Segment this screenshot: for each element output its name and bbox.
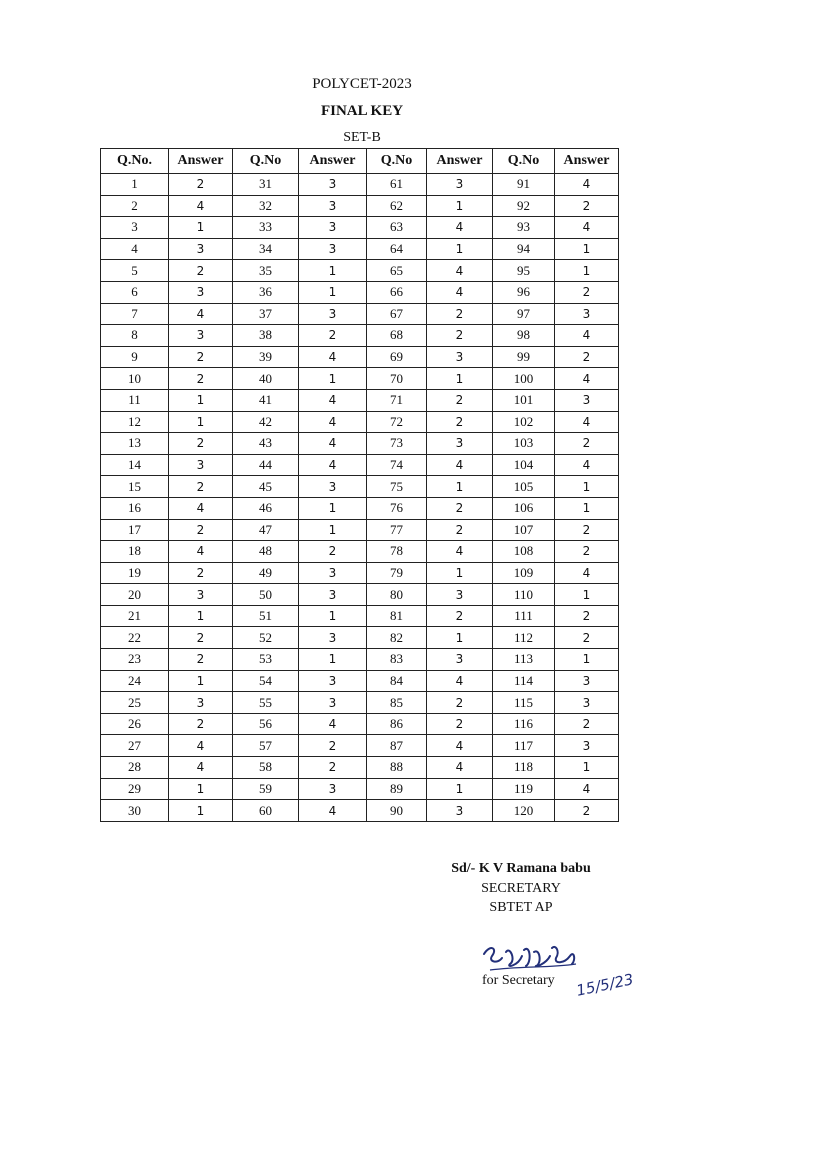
answer-cell: 1 xyxy=(555,584,619,606)
exam-title: POLYCET-2023 xyxy=(312,76,412,92)
question-number-cell: 82 xyxy=(367,627,427,649)
answer-cell: 1 xyxy=(427,562,493,584)
question-number-cell: 92 xyxy=(493,195,555,217)
signatory-designation: SECRETARY xyxy=(481,881,561,896)
question-number-cell: 90 xyxy=(367,800,427,822)
answer-cell: 1 xyxy=(299,605,367,627)
question-number-cell: 10 xyxy=(101,368,169,390)
answer-cell: 4 xyxy=(427,670,493,692)
answer-key-table xyxy=(100,148,619,822)
question-number-cell: 106 xyxy=(493,497,555,519)
question-number-cell: 97 xyxy=(493,303,555,325)
question-number-cell: 112 xyxy=(493,627,555,649)
table-row xyxy=(101,389,619,411)
table-row xyxy=(101,303,619,325)
question-number-cell: 114 xyxy=(493,670,555,692)
answer-cell: 3 xyxy=(299,238,367,260)
signatory-office: SBTET AP xyxy=(489,900,553,915)
answer-cell: 1 xyxy=(169,217,233,239)
table-row xyxy=(101,562,619,584)
table-row xyxy=(101,368,619,390)
question-number-cell: 87 xyxy=(367,735,427,757)
answer-cell: 1 xyxy=(169,778,233,800)
question-number-cell: 31 xyxy=(233,174,299,196)
question-number-cell: 57 xyxy=(233,735,299,757)
answer-cell: 3 xyxy=(169,325,233,347)
question-number-cell: 8 xyxy=(101,325,169,347)
answer-cell: 2 xyxy=(555,519,619,541)
answer-cell: 3 xyxy=(427,433,493,455)
table-row xyxy=(101,325,619,347)
table-row xyxy=(101,217,619,239)
answer-cell: 1 xyxy=(427,778,493,800)
answer-cell: 2 xyxy=(555,800,619,822)
table-row xyxy=(101,519,619,541)
question-number-cell: 63 xyxy=(367,217,427,239)
answer-cell: 4 xyxy=(299,411,367,433)
table-row xyxy=(101,260,619,282)
answer-cell: 2 xyxy=(169,476,233,498)
answer-cell: 4 xyxy=(555,411,619,433)
question-number-cell: 62 xyxy=(367,195,427,217)
answer-cell: 3 xyxy=(555,670,619,692)
answer-cell: 2 xyxy=(427,389,493,411)
question-number-cell: 107 xyxy=(493,519,555,541)
answer-cell: 3 xyxy=(299,778,367,800)
answer-cell: 3 xyxy=(299,670,367,692)
question-number-cell: 104 xyxy=(493,454,555,476)
question-number-cell: 11 xyxy=(101,389,169,411)
question-number-cell: 113 xyxy=(493,649,555,671)
question-number-cell: 21 xyxy=(101,605,169,627)
question-number-cell: 15 xyxy=(101,476,169,498)
question-number-cell: 76 xyxy=(367,497,427,519)
table-row xyxy=(101,174,619,196)
answer-cell: 3 xyxy=(169,238,233,260)
answer-cell: 1 xyxy=(555,757,619,779)
question-number-cell: 40 xyxy=(233,368,299,390)
answer-cell: 4 xyxy=(299,454,367,476)
answer-cell: 3 xyxy=(299,562,367,584)
answer-cell: 4 xyxy=(427,260,493,282)
answer-cell: 2 xyxy=(427,325,493,347)
question-number-cell: 18 xyxy=(101,541,169,563)
answer-cell: 2 xyxy=(427,411,493,433)
question-number-cell: 7 xyxy=(101,303,169,325)
question-number-cell: 1 xyxy=(101,174,169,196)
answer-cell: 4 xyxy=(427,281,493,303)
answer-cell: 4 xyxy=(427,735,493,757)
question-number-cell: 9 xyxy=(101,346,169,368)
question-number-cell: 119 xyxy=(493,778,555,800)
question-number-cell: 64 xyxy=(367,238,427,260)
table-row xyxy=(101,497,619,519)
question-number-cell: 68 xyxy=(367,325,427,347)
answer-cell: 4 xyxy=(555,325,619,347)
question-number-cell: 35 xyxy=(233,260,299,282)
question-number-cell: 23 xyxy=(101,649,169,671)
question-number-cell: 85 xyxy=(367,692,427,714)
question-number-cell: 56 xyxy=(233,713,299,735)
answer-cell: 1 xyxy=(299,368,367,390)
answer-cell: 2 xyxy=(555,346,619,368)
question-number-cell: 49 xyxy=(233,562,299,584)
question-number-cell: 81 xyxy=(367,605,427,627)
answer-cell: 3 xyxy=(169,584,233,606)
answer-cell: 4 xyxy=(555,174,619,196)
answer-cell: 3 xyxy=(299,195,367,217)
question-number-cell: 28 xyxy=(101,757,169,779)
question-number-cell: 48 xyxy=(233,541,299,563)
answer-cell: 4 xyxy=(169,497,233,519)
answer-cell: 2 xyxy=(169,346,233,368)
table-row xyxy=(101,346,619,368)
answer-cell: 2 xyxy=(299,325,367,347)
answer-cell: 2 xyxy=(169,562,233,584)
question-number-cell: 79 xyxy=(367,562,427,584)
answer-cell: 2 xyxy=(555,627,619,649)
answer-cell: 3 xyxy=(169,281,233,303)
table-row xyxy=(101,605,619,627)
answer-cell: 2 xyxy=(169,713,233,735)
answer-cell: 2 xyxy=(555,433,619,455)
question-number-cell: 39 xyxy=(233,346,299,368)
column-header: Q.No xyxy=(233,149,299,174)
question-number-cell: 98 xyxy=(493,325,555,347)
question-number-cell: 38 xyxy=(233,325,299,347)
question-number-cell: 75 xyxy=(367,476,427,498)
answer-cell: 4 xyxy=(299,713,367,735)
question-number-cell: 72 xyxy=(367,411,427,433)
answer-cell: 1 xyxy=(427,476,493,498)
answer-cell: 1 xyxy=(169,670,233,692)
question-number-cell: 108 xyxy=(493,541,555,563)
column-header: Q.No xyxy=(493,149,555,174)
answer-cell: 4 xyxy=(555,454,619,476)
question-number-cell: 78 xyxy=(367,541,427,563)
answer-cell: 1 xyxy=(427,627,493,649)
answer-cell: 3 xyxy=(427,346,493,368)
answer-cell: 2 xyxy=(427,519,493,541)
answer-cell: 4 xyxy=(169,735,233,757)
question-number-cell: 43 xyxy=(233,433,299,455)
question-number-cell: 120 xyxy=(493,800,555,822)
question-number-cell: 77 xyxy=(367,519,427,541)
answer-cell: 1 xyxy=(427,195,493,217)
question-number-cell: 51 xyxy=(233,605,299,627)
table-row xyxy=(101,713,619,735)
set-label: SET-B xyxy=(343,130,381,145)
question-number-cell: 101 xyxy=(493,389,555,411)
answer-cell: 2 xyxy=(169,519,233,541)
question-number-cell: 117 xyxy=(493,735,555,757)
answer-cell: 2 xyxy=(299,735,367,757)
answer-cell: 4 xyxy=(427,217,493,239)
answer-cell: 3 xyxy=(169,454,233,476)
question-number-cell: 17 xyxy=(101,519,169,541)
question-number-cell: 118 xyxy=(493,757,555,779)
question-number-cell: 46 xyxy=(233,497,299,519)
question-number-cell: 111 xyxy=(493,605,555,627)
question-number-cell: 60 xyxy=(233,800,299,822)
answer-cell: 3 xyxy=(299,692,367,714)
answer-cell: 2 xyxy=(427,303,493,325)
question-number-cell: 70 xyxy=(367,368,427,390)
question-number-cell: 115 xyxy=(493,692,555,714)
question-number-cell: 110 xyxy=(493,584,555,606)
question-number-cell: 71 xyxy=(367,389,427,411)
table-row xyxy=(101,757,619,779)
answer-cell: 3 xyxy=(299,303,367,325)
answer-cell: 4 xyxy=(299,800,367,822)
question-number-cell: 99 xyxy=(493,346,555,368)
question-number-cell: 2 xyxy=(101,195,169,217)
question-number-cell: 59 xyxy=(233,778,299,800)
question-number-cell: 80 xyxy=(367,584,427,606)
answer-cell: 3 xyxy=(555,389,619,411)
answer-cell: 4 xyxy=(555,217,619,239)
question-number-cell: 94 xyxy=(493,238,555,260)
answer-cell: 4 xyxy=(169,303,233,325)
answer-cell: 4 xyxy=(299,389,367,411)
question-number-cell: 6 xyxy=(101,281,169,303)
column-header: Q.No. xyxy=(101,149,169,174)
table-row xyxy=(101,735,619,757)
column-header: Answer xyxy=(427,149,493,174)
table-header-row xyxy=(101,149,619,174)
answer-cell: 1 xyxy=(169,800,233,822)
question-number-cell: 19 xyxy=(101,562,169,584)
question-number-cell: 52 xyxy=(233,627,299,649)
table-row xyxy=(101,541,619,563)
answer-cell: 2 xyxy=(169,649,233,671)
answer-cell: 3 xyxy=(299,217,367,239)
question-number-cell: 16 xyxy=(101,497,169,519)
question-number-cell: 88 xyxy=(367,757,427,779)
question-number-cell: 69 xyxy=(367,346,427,368)
question-number-cell: 91 xyxy=(493,174,555,196)
answer-cell: 1 xyxy=(427,238,493,260)
question-number-cell: 25 xyxy=(101,692,169,714)
question-number-cell: 37 xyxy=(233,303,299,325)
answer-cell: 2 xyxy=(555,541,619,563)
question-number-cell: 47 xyxy=(233,519,299,541)
answer-cell: 1 xyxy=(555,649,619,671)
answer-cell: 1 xyxy=(555,497,619,519)
table-row xyxy=(101,627,619,649)
question-number-cell: 33 xyxy=(233,217,299,239)
answer-cell: 1 xyxy=(299,281,367,303)
answer-key-body xyxy=(101,174,619,822)
answer-cell: 1 xyxy=(299,519,367,541)
question-number-cell: 102 xyxy=(493,411,555,433)
question-number-cell: 74 xyxy=(367,454,427,476)
answer-cell: 3 xyxy=(299,584,367,606)
question-number-cell: 66 xyxy=(367,281,427,303)
question-number-cell: 65 xyxy=(367,260,427,282)
question-number-cell: 100 xyxy=(493,368,555,390)
table-row xyxy=(101,692,619,714)
key-type-heading: FINAL KEY xyxy=(320,103,404,119)
answer-cell: 3 xyxy=(427,800,493,822)
answer-cell: 1 xyxy=(299,649,367,671)
question-number-cell: 93 xyxy=(493,217,555,239)
answer-cell: 2 xyxy=(555,713,619,735)
column-header: Q.No xyxy=(367,149,427,174)
answer-cell: 4 xyxy=(555,368,619,390)
question-number-cell: 42 xyxy=(233,411,299,433)
question-number-cell: 3 xyxy=(101,217,169,239)
answer-cell: 2 xyxy=(555,195,619,217)
question-number-cell: 116 xyxy=(493,713,555,735)
answer-cell: 2 xyxy=(169,174,233,196)
table-row xyxy=(101,281,619,303)
answer-cell: 1 xyxy=(555,238,619,260)
answer-cell: 4 xyxy=(169,757,233,779)
question-number-cell: 14 xyxy=(101,454,169,476)
question-number-cell: 103 xyxy=(493,433,555,455)
answer-cell: 4 xyxy=(427,541,493,563)
answer-cell: 2 xyxy=(169,260,233,282)
answer-cell: 2 xyxy=(427,713,493,735)
answer-cell: 3 xyxy=(299,627,367,649)
question-number-cell: 109 xyxy=(493,562,555,584)
answer-cell: 2 xyxy=(427,605,493,627)
answer-cell: 3 xyxy=(555,303,619,325)
table-row xyxy=(101,670,619,692)
question-number-cell: 55 xyxy=(233,692,299,714)
table-row xyxy=(101,778,619,800)
answer-cell: 4 xyxy=(555,562,619,584)
answer-cell: 2 xyxy=(427,497,493,519)
answer-cell: 3 xyxy=(169,692,233,714)
answer-cell: 2 xyxy=(427,692,493,714)
question-number-cell: 4 xyxy=(101,238,169,260)
handwritten-date: 15/5/23 xyxy=(574,970,636,1000)
handwritten-signature xyxy=(480,942,580,976)
question-number-cell: 29 xyxy=(101,778,169,800)
question-number-cell: 27 xyxy=(101,735,169,757)
question-number-cell: 24 xyxy=(101,670,169,692)
answer-cell: 1 xyxy=(299,260,367,282)
answer-cell: 3 xyxy=(555,692,619,714)
table-row xyxy=(101,195,619,217)
question-number-cell: 54 xyxy=(233,670,299,692)
answer-cell: 1 xyxy=(169,605,233,627)
question-number-cell: 84 xyxy=(367,670,427,692)
question-number-cell: 44 xyxy=(233,454,299,476)
answer-cell: 1 xyxy=(169,411,233,433)
question-number-cell: 32 xyxy=(233,195,299,217)
answer-cell: 3 xyxy=(299,174,367,196)
table-row xyxy=(101,584,619,606)
question-number-cell: 105 xyxy=(493,476,555,498)
answer-cell: 4 xyxy=(427,757,493,779)
answer-cell: 4 xyxy=(299,433,367,455)
answer-cell: 2 xyxy=(169,627,233,649)
answer-cell: 3 xyxy=(427,649,493,671)
answer-cell: 3 xyxy=(427,174,493,196)
table-row xyxy=(101,238,619,260)
answer-cell: 1 xyxy=(169,389,233,411)
question-number-cell: 96 xyxy=(493,281,555,303)
answer-cell: 2 xyxy=(169,368,233,390)
answer-cell: 4 xyxy=(299,346,367,368)
question-number-cell: 86 xyxy=(367,713,427,735)
answer-cell: 1 xyxy=(555,476,619,498)
question-number-cell: 45 xyxy=(233,476,299,498)
answer-cell: 4 xyxy=(169,195,233,217)
table-row xyxy=(101,800,619,822)
table-row xyxy=(101,433,619,455)
table-row xyxy=(101,454,619,476)
question-number-cell: 83 xyxy=(367,649,427,671)
answer-cell: 3 xyxy=(427,584,493,606)
question-number-cell: 22 xyxy=(101,627,169,649)
answer-cell: 4 xyxy=(555,778,619,800)
question-number-cell: 53 xyxy=(233,649,299,671)
table-row xyxy=(101,649,619,671)
question-number-cell: 58 xyxy=(233,757,299,779)
question-number-cell: 12 xyxy=(101,411,169,433)
question-number-cell: 20 xyxy=(101,584,169,606)
answer-cell: 4 xyxy=(427,454,493,476)
question-number-cell: 5 xyxy=(101,260,169,282)
question-number-cell: 89 xyxy=(367,778,427,800)
for-secretary-label: for Secretary xyxy=(482,973,555,988)
question-number-cell: 61 xyxy=(367,174,427,196)
answer-cell: 2 xyxy=(555,281,619,303)
table-row xyxy=(101,411,619,433)
question-number-cell: 67 xyxy=(367,303,427,325)
question-number-cell: 36 xyxy=(233,281,299,303)
question-number-cell: 13 xyxy=(101,433,169,455)
answer-cell: 4 xyxy=(169,541,233,563)
answer-cell: 2 xyxy=(299,757,367,779)
question-number-cell: 26 xyxy=(101,713,169,735)
question-number-cell: 95 xyxy=(493,260,555,282)
column-header: Answer xyxy=(169,149,233,174)
table-row xyxy=(101,476,619,498)
answer-cell: 3 xyxy=(555,735,619,757)
answer-cell: 1 xyxy=(299,497,367,519)
answer-cell: 3 xyxy=(299,476,367,498)
question-number-cell: 50 xyxy=(233,584,299,606)
signatory-name: Sd/- K V Ramana babu xyxy=(451,861,591,876)
column-header: Answer xyxy=(299,149,367,174)
column-header: Answer xyxy=(555,149,619,174)
answer-cell: 2 xyxy=(555,605,619,627)
question-number-cell: 73 xyxy=(367,433,427,455)
question-number-cell: 30 xyxy=(101,800,169,822)
answer-cell: 2 xyxy=(169,433,233,455)
answer-cell: 2 xyxy=(299,541,367,563)
answer-cell: 1 xyxy=(555,260,619,282)
question-number-cell: 41 xyxy=(233,389,299,411)
answer-cell: 1 xyxy=(427,368,493,390)
question-number-cell: 34 xyxy=(233,238,299,260)
